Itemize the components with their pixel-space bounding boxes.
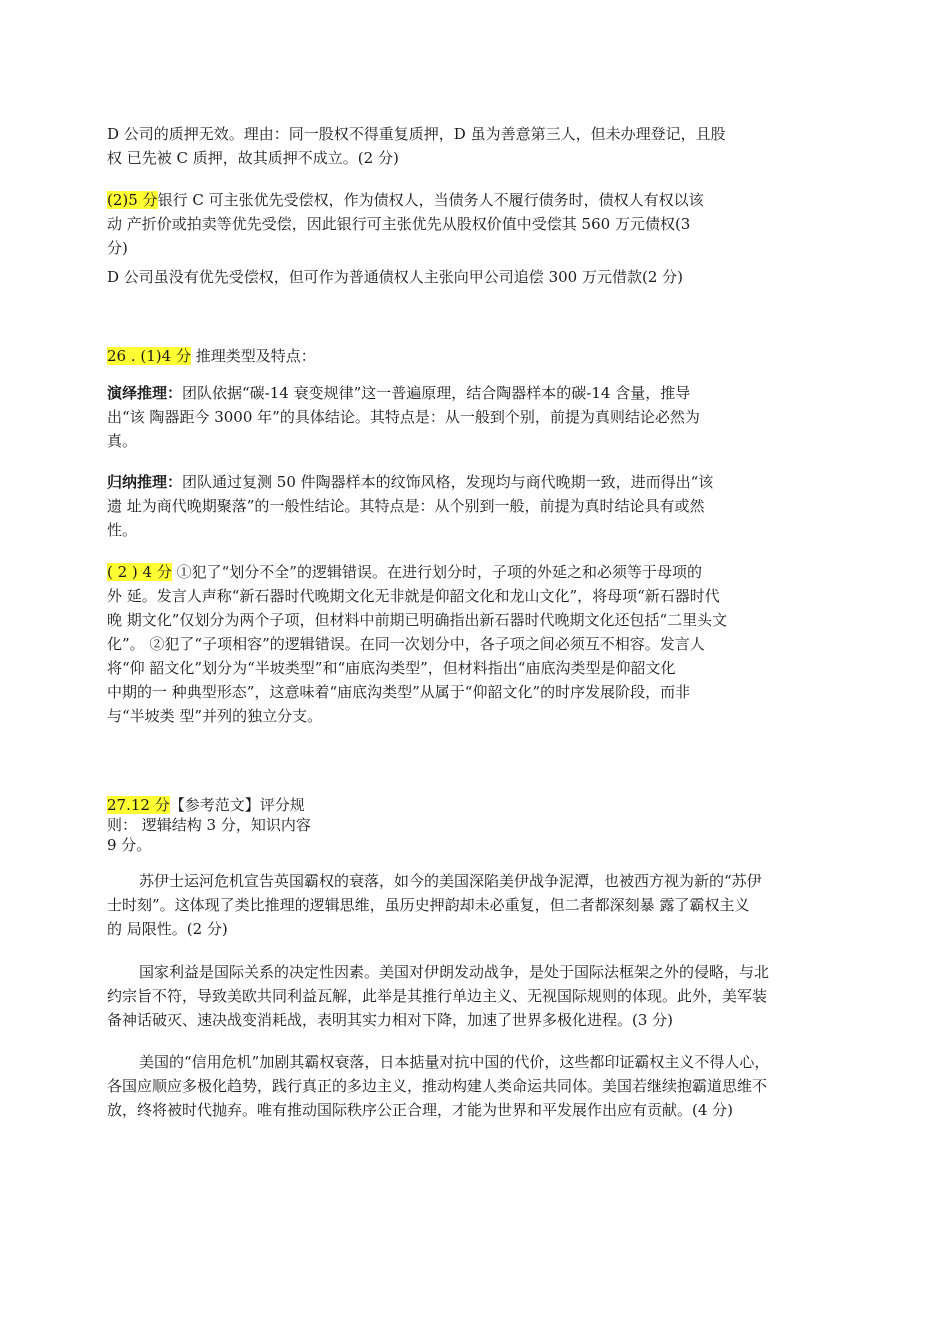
text-line: 团队依据“碳-14 衰变规律”这一普遍原理，结合陶器样本的碳-14 含量，推导 [182, 384, 691, 402]
text-line: 中期的一 种典型形态”，这意味着“庙底沟类型”从属于“仰韶文化”的时序发展阶段，而非 [107, 683, 691, 701]
q27-essay-paragraph-3 [107, 1050, 819, 1122]
q25-paragraph-2 [107, 188, 819, 260]
text-line: ①犯了“划分不全”的逻辑错误。在进行划分时，子项的外延之和必须等于母项的 [171, 563, 702, 581]
text-line: 美国的“信用危机”加剧其霸权衰落，日本掂量对抗中国的代价，这些都印证霸权主义不得人心， [139, 1053, 770, 1071]
text-line: 权 已先被 C 质押，故其质押不成立。(2 分) [107, 149, 399, 167]
question-number-highlight: 27.12 分 [107, 796, 170, 814]
text-line: 的 局限性。(2 分) [107, 920, 228, 938]
heading-text: 【参考范文】评分规 [169, 796, 305, 814]
text-line: 动 产折价或拍卖等优先受偿，因此银行可主张优先从股权价值中受偿其 560 万元债权(3 [107, 215, 691, 233]
score-label-highlight: (2)5 分 [107, 191, 158, 209]
text-line: 各国应顺应多极化趋势，践行真正的多边主义，推动构建人类命运共同体。美国若继续抱霸道思维不 [107, 1077, 768, 1095]
text-line: 放，终将被时代抛弃。唯有推动国际秩序公正合理，才能为世界和平发展作出应有贡献。(4 分) [107, 1101, 734, 1119]
text-line: 晚 期文化”仅划分为两个子项，但材料中前期已明确指出新石器时代晚期文化还包括“二里头文 [107, 611, 728, 629]
text-line: 遗 址为商代晚期聚落”的一般性结论。其特点是：从个别到一般，前提为真时结论具有或然 [107, 497, 705, 515]
text-line: 团队通过复测 50 件陶器样本的纹饰风格，发现均与商代晚期一致，进而得出“该 [182, 473, 714, 491]
text-line: D 公司虽没有优先受偿权，但可作为普通债权人主张向甲公司追偿 300 万元借款(2 分) [107, 268, 683, 286]
text-line: 将“仰 韶文化”划分为“半坡类型”和“庙底沟类型”，但材料指出“庙底沟类型是仰韶文化 [107, 659, 676, 677]
q27-heading [107, 795, 819, 855]
text-line: 分) [107, 239, 128, 257]
text-line: 性。 [107, 521, 138, 539]
q27-essay-paragraph-1 [107, 869, 819, 941]
text-line: 银行 C 可主张优先受偿权，作为债权人，当债务人不履行债务时，债权人有权以该 [157, 191, 704, 209]
text-line: 与“半坡类 型”并列的独立分支。 [107, 707, 323, 725]
q26-inductive-paragraph [107, 470, 819, 542]
term-deductive: 演绎推理： [107, 384, 183, 402]
text-line: 9 分。 [107, 836, 152, 854]
q25-paragraph-1 [107, 122, 819, 170]
term-inductive: 归纳推理： [107, 473, 183, 491]
q26-heading [107, 344, 819, 368]
text-line: 国家利益是国际关系的决定性因素。美国对伊朗发动战争，是处于国际法框架之外的侵略，与北 [139, 963, 770, 981]
heading-text: 推理类型及特点： [190, 347, 316, 365]
q27-essay-paragraph-2 [107, 960, 819, 1032]
q25-paragraph-3 [107, 265, 819, 289]
text-line: 真。 [107, 432, 138, 450]
text-line: 备神话破灭、速决战变消耗战，表明其实力相对下降，加速了世界多极化进程。(3 分) [107, 1011, 674, 1029]
text-line: 化”。 ②犯了“子项相容”的逻辑错误。在同一次划分中，各子项之间必须互不相容。发言人 [107, 635, 705, 653]
text-line: D 公司的质押无效。理由：同一股权不得重复质押，D 虽为善意第三人，但未办理登记，且股 [107, 125, 726, 143]
q26-deductive-paragraph [107, 381, 819, 453]
text-line: 士时刻”。这体现了类比推理的逻辑思维，虽历史押韵却未必重复，但二者都深刻暴 露了霸权主义 [107, 896, 750, 914]
text-line: 出“该 陶器距今 3000 年”的具体结论。其特点是：从一般到个别，前提为真则结论必然为 [107, 408, 700, 426]
text-line: 约宗旨不符，导致美欧共同利益瓦解，此举是其推行单边主义、无视国际规则的体现。此外，美军装 [107, 987, 768, 1005]
text-line: 外 延。发言人声称“新石器时代晚期文化无非就是仰韶文化和龙山文化”，将母项“新石器时代 [107, 587, 720, 605]
text-line: 苏伊士运河危机宣告英国霸权的衰落，如今的美国深陷美伊战争泥潭，也被西方视为新的“苏伊 [139, 872, 762, 890]
score-label-highlight: ( 2 ) 4 分 [107, 563, 172, 581]
question-number-highlight: 26 . (1)4 分 [107, 347, 191, 365]
text-line: 则： 逻辑结构 3 分，知识内容 [107, 816, 311, 834]
q26-part2-paragraph [107, 560, 819, 728]
